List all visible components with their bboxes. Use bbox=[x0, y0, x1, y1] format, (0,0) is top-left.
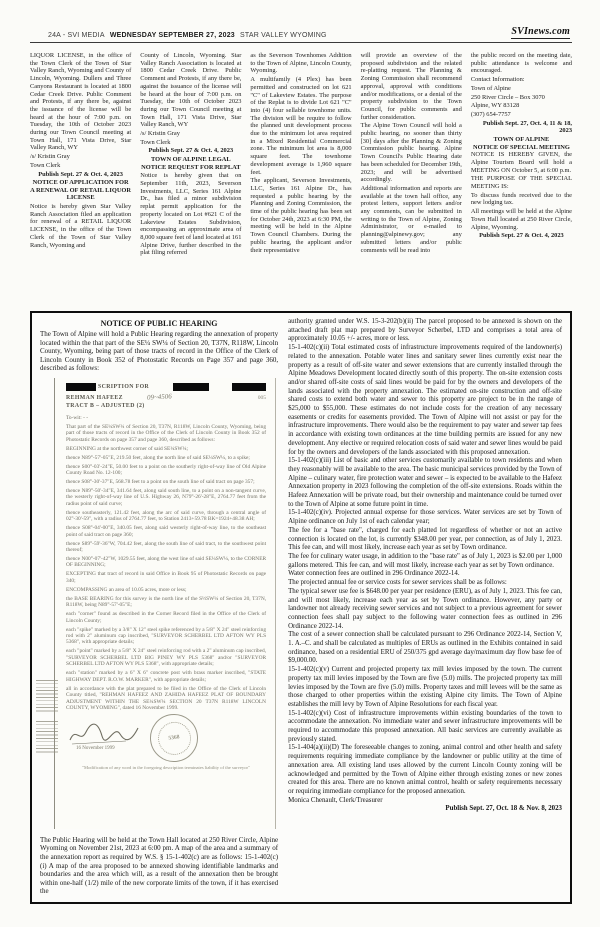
margin-stamps bbox=[36, 680, 58, 762]
document-title-group bbox=[66, 383, 149, 391]
legal-paragraph: the public record on the meeting date, public attendance is welcome and encouraged. bbox=[470, 52, 572, 75]
publish-line: Publish Sept. 27, Oct. 4, 11 & 18, 2023 bbox=[482, 119, 572, 135]
signature-line: /s/ Kristin Gray bbox=[30, 153, 70, 161]
page-mark: 005 bbox=[257, 394, 267, 401]
edition-label: 24A - SVI MEDIA bbox=[48, 32, 105, 39]
annexation-paragraph: 15-1-402(c)(v) Current and projected property tax mill levies imposed by the town. The current property tax mill levies imposed by the Town are five (5.0) mills. The projected property tax mill levies imposed by the Town are five (5.0) mills. Property taxes and mill levees will be the same as those charged to other properties within the existing Alpine city limits. The Town of Alpine establishes the mill levy by Town of Alpine Resolutions for each fiscal year. bbox=[288, 666, 562, 708]
surveyor-seal-stamp bbox=[147, 711, 200, 764]
hearing-intro: The Town of Alpine will hold a Public Hearing regarding the annexation of property located within the that part of the SE¼ SW¼ of Section 20, T37N, R118W, Lincoln County, Wyoming, being part of those tracts of record in the Office of the Clerk of Lincoln County in Book 352 of Photostatic Records on Page 357 and page 360, described as follows: bbox=[40, 330, 279, 373]
signature-area bbox=[66, 714, 266, 764]
publish-line: Publish Sept. 27, Oct. 18 & Nov. 8, 2023 bbox=[445, 805, 562, 813]
survey-paragraph: each "station" marked by a 6" X 6" concrete post with brass marker inscribed, "STATE HIGHWAY DEPT. R.O.W. MARKER", with appropriate details; bbox=[66, 670, 267, 683]
survey-paragraph: thence southeasterly, 121.42 feet, along the arc of said curve, through a central angle of 02°-30'-59", with a radius of 2764.77 feet, to Station 2413+59.78 BK=1924+48.38 AH; bbox=[66, 509, 267, 523]
annexation-paragraph: 15-1-404(a)(ii)(D) The foreseeable changes to zoning, animal control and other health and safety requirements requiring immediate compliance by the landowner or public utility at the time of annexation area. All existing land uses allowed by the current Lincoln County zoning will be acknowledged and permitted by the Town of Alpine either through existing zones or new zones created for this area. There are no known animal control, health or safety requirements necessary or requiring immediate compliance for the proposed annexation. bbox=[288, 744, 562, 795]
survey-paragraph: the BASE BEARING for this survey is the north line of the S½SW¼ of Section 20, T37N, R118W, being N89°-57'-05"E; bbox=[66, 595, 267, 609]
annexation-paragraph: 15-1-402(c)(ii) Total estimated costs of infrastructure improvements required of the landowner(s) related to the annexation. Potable water lines and sanitary sewer lines currently exist near the property as a result of off-site water and sewer extensions that are currently installed through the Alpine Meadows Development located directly south of this property. The on-site extension costs and/or shared off-site costs of said lines would be paid for by the owners and developers of the lands associated with the property annexation. The estimated on-site construction and off-site shared costs to extend both water and sewer to this property are project to be in the range of $25,000 to $55,000. These estimates do not include costs for the creation of any necessary easements or credits for easements provided. The Town of Alpine will not assist or pay for the infrastructure improvements. There would also be the requirement to pay water and sewer tap fees in accordance with existing town ordinances at the time building permits are issued for any new development. Any elective or required relocation costs of said water and sewer lines would be paid for by the owners and developers of the lands associated with this proposed annexation. bbox=[288, 344, 562, 456]
annexation-paragraph: 15-1-402(c)(iv). Projected annual expense for those services. Water services are set by Town of Alpine ordinance on July 1st of each calendar year; bbox=[288, 509, 562, 526]
notice-heading: TOWN OF ALPINE LEGAL NOTICE REQUEST FOR REPLAT bbox=[141, 156, 241, 171]
hearing-title: NOTICE OF PUBLIC HEARING bbox=[100, 319, 218, 328]
signature-date: 16 November 1999 bbox=[76, 745, 115, 751]
legal-column-5 bbox=[471, 52, 572, 304]
document-title: SCRIPTION FOR bbox=[98, 383, 150, 390]
handwritten-number: 09~4506 bbox=[146, 392, 172, 402]
survey-paragraph: each "corner" found as described in the Corner Record filed in the Office of the Clerk of Lincoln County; bbox=[66, 611, 267, 624]
signature-title: Town Clerk bbox=[140, 138, 171, 146]
notice-heading: NOTICE OF SPECIAL MEETING bbox=[472, 143, 570, 151]
redaction-bar bbox=[173, 383, 209, 391]
hearing-left-footer: The Public Hearing will be held at the Town Hall located at 250 River Circle, Alpine Wyoming on November 21st, 2023 at 6:00 pm. A map of the area and a summary of the annexation report as required by W.S. § 15-1-402(c) are as follows: 15-1-402(c)(i) A map of the area proposed to be annexed showing identifiable landmarks and boundaries and the area which will, as a result of the annexation then be brought within one-half (1/2) mile of the new corporate limits of the town, if it has exercised the bbox=[40, 835, 279, 896]
masthead-left bbox=[48, 32, 330, 39]
document-footnote: "Modification of any word in the foregoing description terminates liability of the surveyor" bbox=[82, 764, 250, 770]
document-name-row bbox=[66, 394, 266, 401]
legal-paragraph: A multifamily (4 Plex) has been permitted and constructed on lot 621 "C" of Lakeview Estates. The purpose of the Replat is to divide Lot 621 "C" into (4) four sellable townhome units. The division will be require to follow the planned unit development process due to the minimum lot area required in a Mixed Residential Commercial zone. The minimum lot area is 8,000 square feet. The townhome development average is 1,960 square feet. bbox=[250, 76, 352, 176]
contact-label: Contact Information: bbox=[470, 76, 525, 84]
notice-heading: NOTICE OF APPLICATION FOR A RENEWAL OF RETAIL LIQUOR LICENSE bbox=[30, 179, 132, 202]
hearing-right-column bbox=[288, 318, 562, 896]
survey-paragraph: each "spike" marked by a 3/8" X 12" steel spike referenced by a 5/8" X 24" steel reinforcing rod with 2" aluminum cap inscribed, "SURVEYOR SCHERBEL LTD AFTON WY PLS 5368", with appropriate details; bbox=[66, 626, 267, 646]
survey-paragraph: each "point" marked by a 5/8" X 24" steel reinforcing rod with a 2" aluminum cap inscribed, "SURVEYOR SCHERBEL LTD BIG PINEY WY PLS 5368" and/or "SURVEYOR SCHERBEL LTD AFTON WY PLS 5368", with appropriate details; bbox=[66, 648, 267, 668]
legal-paragraph: NOTICE IS HEREBY GIVEN, the Alpine Tourism Board will hold a MEETING ON October 5, at 6:00 p.m. bbox=[470, 151, 572, 174]
signature-title: Town Clerk bbox=[30, 161, 61, 169]
annexation-paragraph: The cost of a sewer connection shall be calculated pursuant to 296 Ordinance 2022-14, Section V, 1. A.–C. and shall be calculated as multiples of ERUs as outlined in the Exhibits contained in said ordinance, based on a residential ERU of 250/375 gpd average day/maximum day flow base fee of $9,000.00. bbox=[288, 631, 562, 665]
hearing-left-column bbox=[40, 318, 278, 896]
margin-stamp-block bbox=[36, 721, 58, 753]
annexation-paragraph: 15-1-402(c)(iii) List of basic and other services customarily available to town residents and when they reasonably will be available to the area. The basic municipal services provided by the Town of Alpine – culinary water, fire protection water and sewer – is expected to be available to the Hafeez Annexation property in 2023 following the completion of the off-site extensions. Roads within the Hafeez Annexation will be private road, but their ownership and maintenance could be turned over to the Town of Alpine at some future point in time. bbox=[288, 457, 562, 508]
document-header-row bbox=[66, 383, 266, 391]
legal-paragraph: will provide an overview of the proposed subdivision and the related re-platting request. The Planning & Zoning Commission shall recommend approval, approval with conditions and/or modifications, or a denial of the property subdivision to the Town Council, for public comments and further consideration. bbox=[360, 52, 462, 121]
legal-paragraph: Additional information and reports are available at the town hall office, any protest letters, support letters and/or any comments, can be submitted in writing to the Town of Alpine, Zoning Administrator, or e-mailed to planning@alpinewy.gov; any submitted letters and/or public comments will be read into bbox=[360, 184, 462, 254]
legal-column-1 bbox=[30, 52, 131, 304]
survey-paragraph: thence S08°-04'-00"E, 340.05 feet, along said westerly right-of-way line, to the southeast point of said tract on page 360; bbox=[66, 525, 267, 538]
legal-paragraph: County of Lincoln, Wyoming. Star Valley Ranch Association is located at 1800 Cedar Creek Drive. Public Comment and Protests, if any there be, against the issuance of the license will be heard at the hour of 7:00 p.m. on Tuesday, the 10th of October 2023 during our Town Council meeting at Town Hall, 171 Vista Drive, Star Valley Ranch, WY bbox=[140, 52, 242, 129]
legal-paragraph: THE PURPOSE OF THE SPECIAL MEETING IS: bbox=[470, 175, 572, 191]
survey-paragraph: thence S89°-59'-36"W, 704.42 feet, along the south line of said tract, to the southwest point thereof; bbox=[66, 540, 267, 554]
survey-paragraph: thence N89°-50'-34"E, 341.64 feet, along said south line, to a point on a non-tangent curve, the westerly right-of-way line of U.S. Highway 26, N79°-26'-28"E, 2764.77 feet from the radius point of said curve; bbox=[66, 488, 267, 507]
survey-paragraph: thence N00°-07'-42"W, 1029.55 feet, along the west line of said SE¼SW¼, to the CORNER OF BEGINNING; bbox=[66, 556, 267, 569]
clerk-signature: Monica Chenault, Clerk/Treasurer bbox=[288, 796, 383, 804]
margin-stamp-block bbox=[36, 680, 58, 712]
annexation-paragraph: The fee for a "base rate", charged for each platted lot regardless of whether or not an active connection is located on the lot, is currently $348.00 per year, per connection, as of July 1, 2023. This fee can, and will most likely, increase each year as set by Town ordinance. bbox=[288, 526, 562, 552]
annexation-paragraph: The fee for culinary water usage, in addition to the "base rate" as of July 1, 2023 is $2.00 per 1,000 gallons metered. This fee can, and will most likely, increase each year as set by Town ordinance. bbox=[288, 552, 562, 569]
contact-line: Alpine, WY 83128 bbox=[470, 102, 520, 110]
contact-line: 250 River Circle – Box 3070 bbox=[470, 93, 545, 101]
date-label: WEDNESDAY SEPTEMBER 27, 2023 bbox=[109, 32, 235, 39]
publish-line: Publish Sept. 27 & Oct. 4, 2023 bbox=[148, 147, 234, 155]
signature-scrawl bbox=[68, 718, 140, 748]
legal-paragraph: The Alpine Town Council will hold a public hearing, no sooner than thirty [30] days after the Planning & Zoning Commission public hearing. Alpine Town Council's Public Hearing date has been scheduled for December 19th, 2023; and will be advertised accordingly. bbox=[360, 122, 462, 184]
public-hearing-notice-box bbox=[30, 311, 572, 904]
scanned-survey-document bbox=[54, 378, 276, 829]
legal-column-3 bbox=[250, 52, 351, 304]
legal-paragraph: All meetings will be held at the Alpine Town Hall located at 250 River Circle, Alpine, Wyoming. bbox=[470, 208, 572, 231]
legal-column-4 bbox=[361, 52, 462, 304]
landowner-name: REHMAN HAFEEZ bbox=[66, 394, 123, 401]
annexation-paragraph: The typical sewer use fee is $648.00 per year per residence (ERU), as of July 1, 2023. This fee can, and will most likely, increase each year as set by Town ordinance. However, any party or landowner not already receiving sewer services and not subject to a previous agreement for sewer connection fees shall pay subject to the following water connection fees as outlined in 296 Ordinance 2022-14. bbox=[288, 587, 562, 630]
survey-paragraph: BEGINNING at the northwest corner of said SE¼SW¼; bbox=[66, 445, 189, 452]
survey-paragraph: thence S08°-30'-37"E, 568.78 feet to a point on the south line of said tract on page 357; bbox=[66, 479, 255, 485]
survey-paragraph: That part of the SE¼SW¼ of Section 20, T37N, R118W, Lincoln County, Wyoming, being part of those tracts of record in the Office of the Clerk of Lincoln County in Book 352 of Photostatic Records on page 357 and page 360, described as follows: bbox=[66, 423, 267, 443]
survey-paragraph: thence N89°-57'-05"E, 219.50 feet, along the north line of said SE¼SW¼, to a spike; bbox=[66, 454, 250, 461]
notice-heading: TOWN OF ALPINE bbox=[493, 136, 550, 144]
legal-paragraph: Notice is hereby given Star Valley Ranch Association filed an application for renewal of a RETAIL LIQUOR LICENSE, in the office of the Town Clerk of the Town of Star Valley Ranch, Wyoming and bbox=[30, 203, 132, 249]
legal-paragraph: as the Severson Townhomes Addition to the Town of Alpine, Lincoln County, Wyoming. bbox=[250, 52, 352, 75]
tract-label: TRACT B – ADJUSTED (2) bbox=[66, 403, 145, 410]
survey-paragraph: thence S00°-03'-24"E, 50.00 feet to a point on the southerly right-of-way line of Old Alpine County Road No. 12-100; bbox=[66, 463, 267, 476]
legal-paragraph: The applicant, Severson Investments, LLC, Series 161 Alpine Dr., has requested a public hearing by the Planning and Zoning Commission, the time of the public hearing has been set for October 24th, 2023 at 6:30 PM, the meeting will be held in the Alpine Town Council Chambers. During the public hearing, the applicant and/or their representative bbox=[250, 177, 352, 254]
towit-line: To-wit: - - bbox=[66, 414, 89, 421]
signature-line: /s/ Kristin Gray bbox=[140, 130, 180, 138]
region-label: STAR VALLEY WYOMING bbox=[240, 32, 327, 39]
legal-column-2 bbox=[140, 52, 241, 304]
stamp-number: 5368 bbox=[156, 720, 193, 757]
legal-paragraph: Notice is hereby given that on September 11th, 2023, Severson Investments, LLC, Series 161 Alpine Dr., has filed a minor subdivision replat permit application for the property located on Lot #621 C of the Lakeview Estates Subdivision, encompassing an approximate area of 8,000 square feet of land located at 161 Alpine Drive, further described in the plat filing referred bbox=[140, 172, 242, 257]
annexation-paragraph: authority granted under W.S. 15-3-202(b)(ii) The parcel proposed to be annexed is shown on the attached draft plat map prepared by Surveyor Scherbel, LTD and comprises a total area of approximately 10.05 +/- acres, more or less. bbox=[288, 318, 562, 343]
legal-paragraph: LIQUOR LICENSE, in the office of the Town Clerk of the Town of Star Valley Ranch, Wyoming and County of Lincoln, Wyoming. Dullers and Three Canyons Restaurant is located at 1800 Cedar Creek Drive. Public Comment and Protests, if any there be, against the issuance of the license will be heard at the hour of 7:00 p.m. on Tuesday, the 10th of October 2023 during our Town Council meeting at Town Hall, 171 Vista Drive, Star Valley Ranch, WY bbox=[30, 52, 132, 152]
publish-line: Publish Sept. 27 & Oct. 4, 2023 bbox=[38, 170, 123, 178]
redaction-bar bbox=[232, 383, 266, 391]
annexation-paragraph: 15-1-402(c)(vi) Cost of infrastructure improvements within existing boundaries of the town to accommodate the annexation. No immediate water and sewer infrastructure improvements will be required to accommodate this proposed annexation. All basic services are currently available as previously stated. bbox=[288, 709, 562, 743]
redaction-bar bbox=[66, 383, 96, 391]
legal-notices-section bbox=[30, 52, 572, 304]
publish-line: Publish Sept. 27 & Oct. 4, 2023 bbox=[479, 232, 564, 240]
website-label: SVInews.com bbox=[511, 26, 570, 37]
legal-paragraph: To discuss funds received due to the new lodging tax. bbox=[470, 191, 572, 207]
annexation-paragraph: The projected annual fee or service costs for sewer services shall be as follows: bbox=[288, 579, 507, 587]
survey-paragraph: ENCOMPASSING an area of 10.05 acres, more or less; bbox=[66, 586, 187, 593]
survey-paragraph: EXCEPTING that tract of record in said Office in Book 95 of Photostatic Records on page 340; bbox=[66, 571, 267, 584]
page-header bbox=[30, 26, 572, 43]
contact-line: Town of Alpine bbox=[470, 84, 511, 92]
contact-line: (307) 654-7757 bbox=[470, 110, 511, 118]
survey-paragraph: all in accordance with the plat prepared to be filed in the Office of the Clerk of Lincoln County titled, "REHMAN HAFEEZ AND ZAHIDA HAFEEZ PLAT OF BOUNDARY ADJUSTMENT WITHIN THE SE¼SW¼ SECTION 20 T37N R118W LINCOLN COUNTY, WYOMING", dated 16 November 1999. bbox=[66, 685, 267, 711]
annexation-paragraph: Water connection fees are outlined in 296 Ordinance 2022-14. bbox=[288, 570, 460, 578]
